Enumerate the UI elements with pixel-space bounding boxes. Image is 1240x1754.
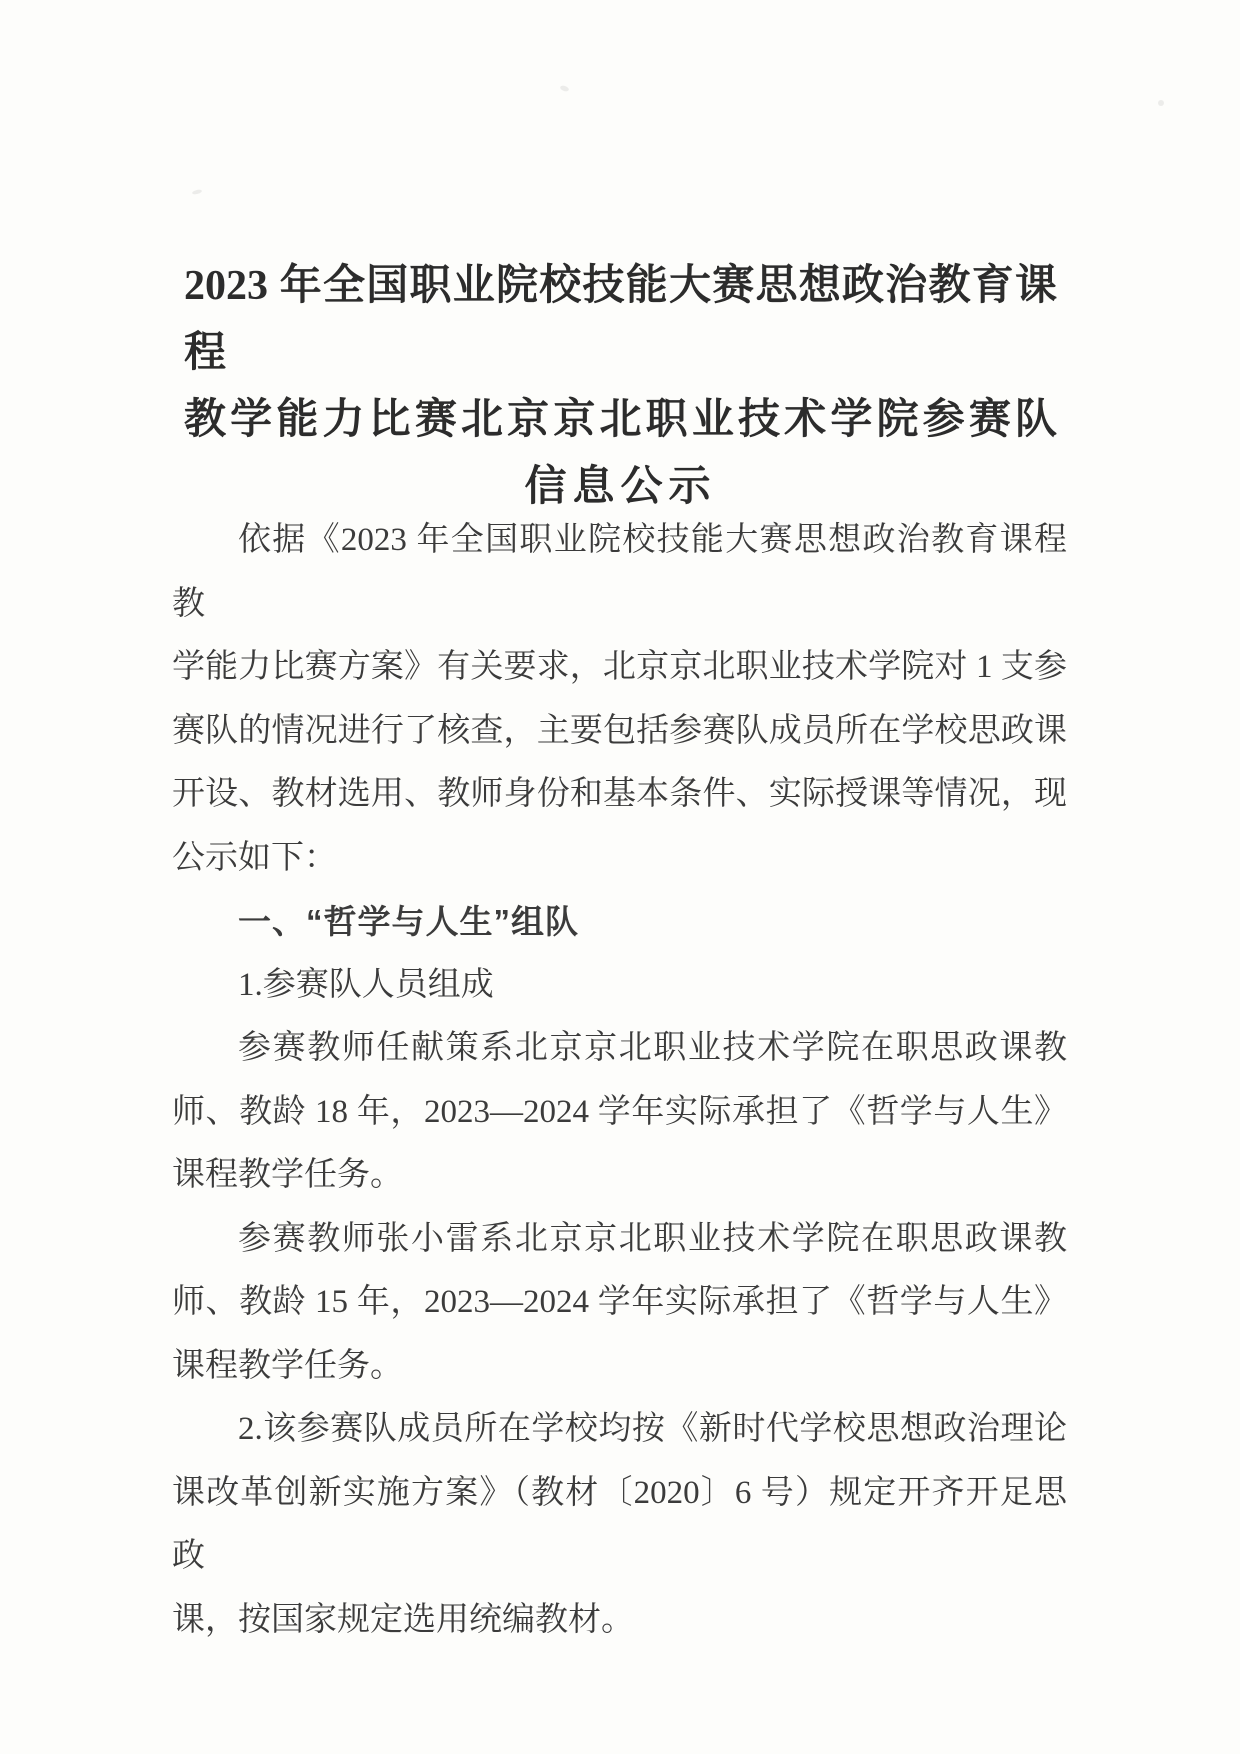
section-heading: 一、“哲学与人生”组队 xyxy=(238,903,579,940)
body-line: 课程教学任务。 xyxy=(172,1347,403,1384)
body-line: 2.该参赛队成员所在学校均按《新时代学校思想政治理论 xyxy=(238,1411,1067,1447)
body-line: 课程教学任务。 xyxy=(172,1157,403,1193)
title-line: 教学能力比赛北京京北职业技术学院参赛队 xyxy=(184,397,1057,443)
body-line: 师、教龄 15 年，2023—2024 学年实际承担了《哲学与人生》 xyxy=(172,1284,1067,1320)
body-line: 依据《2023 年全国职业院校技能大赛思想政治教育课程教 xyxy=(172,522,1067,622)
document-body xyxy=(172,509,1067,1652)
body-line: 学能力比赛方案》有关要求，北京京北职业技术学院对 1 支参 xyxy=(172,649,1067,685)
body-line: 公示如下： xyxy=(172,839,337,876)
title-line: 2023 年全国职业院校技能大赛思想政治教育课程 xyxy=(184,263,1057,376)
body-line: 参赛教师张小雷系北京京北职业技术学院在职思政课教 xyxy=(238,1220,1067,1257)
body-line: 赛队的情况进行了核查，主要包括参赛队成员所在学校思政课 xyxy=(172,712,1067,749)
scan-artifact xyxy=(1158,100,1164,106)
body-line: 开设、教材选用、教师身份和基本条件、实际授课等情况，现 xyxy=(172,776,1067,812)
body-line: 1.参赛队人员组成 xyxy=(238,966,494,1003)
scan-artifact xyxy=(559,85,569,93)
body-line: 参赛教师任献策系北京京北职业技术学院在职思政课教 xyxy=(238,1030,1067,1066)
document-title xyxy=(184,253,1057,521)
body-line: 师、教龄 18 年，2023—2024 学年实际承担了《哲学与人生》 xyxy=(172,1093,1067,1130)
body-line: 课，按国家规定选用统编教材。 xyxy=(172,1601,634,1638)
scan-artifact xyxy=(192,189,203,195)
body-line: 课改革创新实施方案》（教材〔2020〕6 号）规定开齐开足思政 xyxy=(172,1474,1067,1574)
title-line: 信息公示 xyxy=(524,464,717,510)
